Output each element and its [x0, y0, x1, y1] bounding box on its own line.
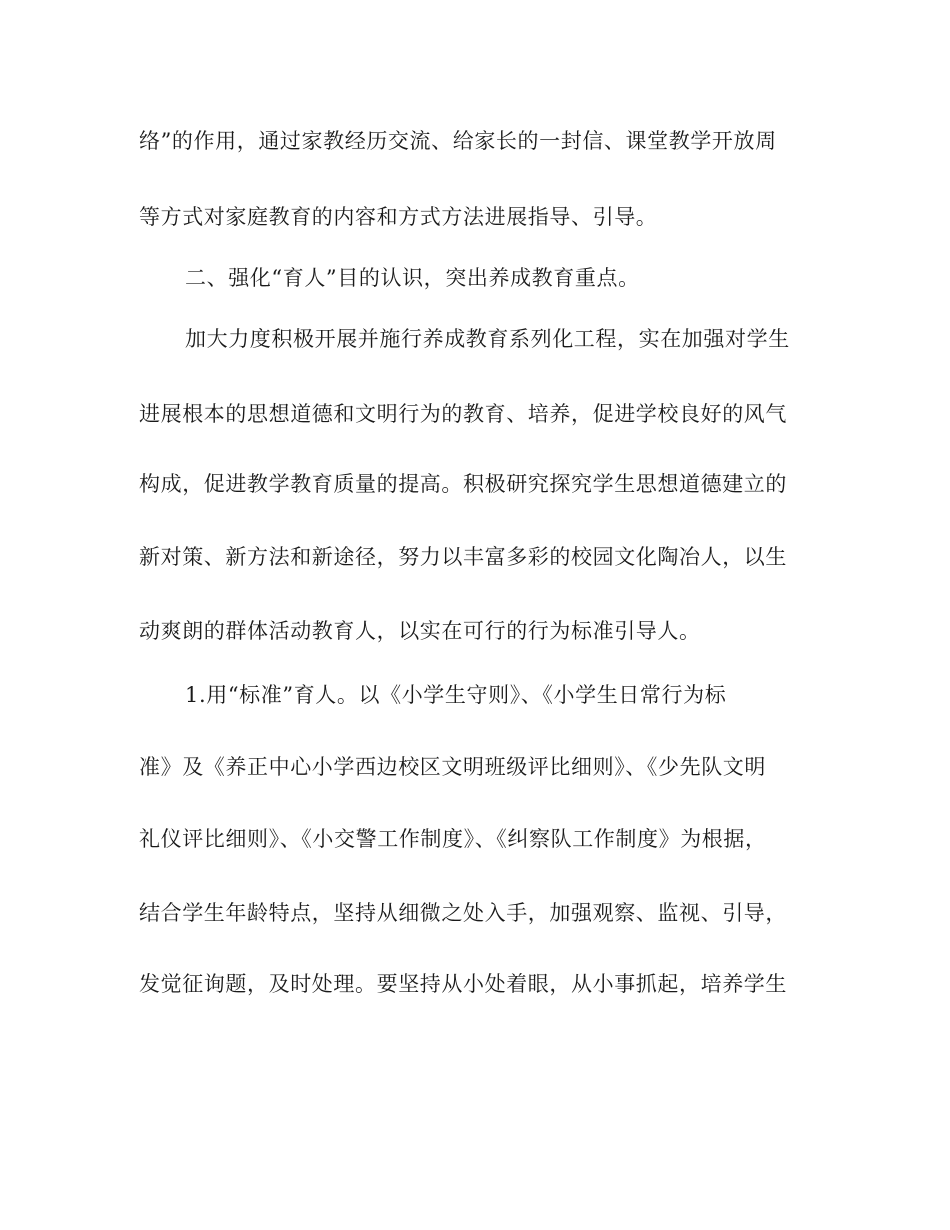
text-line: 发觉征询题，及时处理。要坚持从小处着眼，从小事抓起，培养学生 [139, 972, 787, 996]
text-line: 等方式对家庭教育的内容和方式方法进展指导、引导。 [139, 205, 658, 229]
text-line: 动爽朗的群体活动教育人，以实在可行的行为标准引导人。 [139, 619, 701, 643]
list-item-heading: 1.用“标准”育人。以《小学生守则》、《小学生日常行为标 [185, 683, 727, 707]
text-line: 络”的作用，通过家教经历交流、给家长的一封信、课堂教学开放周 [139, 129, 777, 153]
text-line: 加大力度积极开展并施行养成教育系列化工程，实在加强对学生 [185, 327, 790, 351]
text-line: 新对策、新方法和新途径，努力以丰富多彩的校园文化陶冶人，以生 [139, 545, 787, 569]
text-line: 构成，促进教学教育质量的提高。积极研究探究学生思想道德建立的 [139, 472, 787, 496]
text-line: 结合学生年龄特点，坚持从细微之处入手，加强观察、监视、引导， [139, 901, 787, 925]
text-line: 进展根本的思想道德和文明行为的教育、培养，促进学校良好的风气 [139, 402, 787, 426]
text-line: 礼仪评比细则》、《小交警工作制度》、《纠察队工作制度》为根据， [139, 827, 767, 851]
text-line: 准》及《养正中心小学西边校区文明班级评比细则》、《少先队文明 [139, 755, 766, 779]
section-heading: 二、强化“育人”目的认识，突出养成教育重点。 [185, 266, 640, 290]
